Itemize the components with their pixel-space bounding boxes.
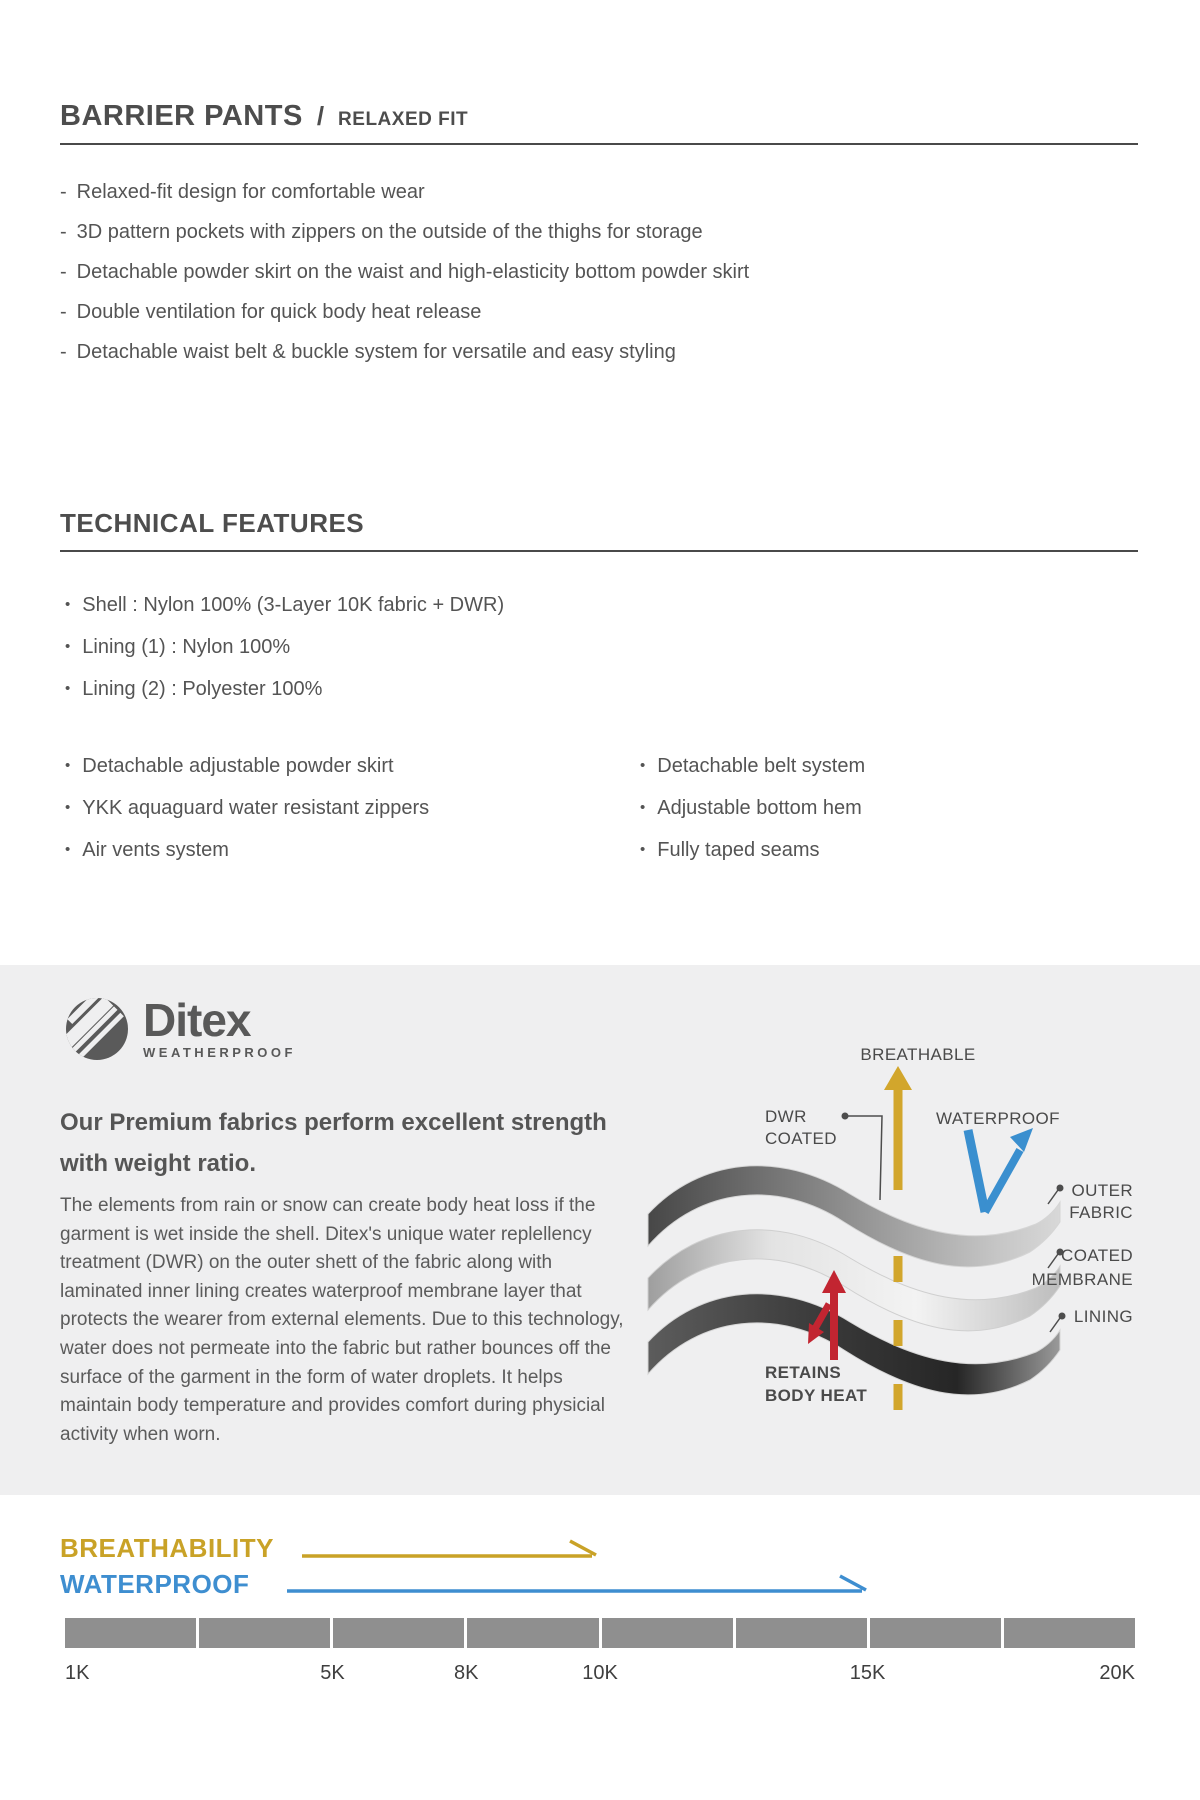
label-dwr-coated-2: COATED	[765, 1129, 837, 1148]
technical-features-heading: TECHNICAL FEATURES	[60, 508, 1138, 552]
materials-list	[65, 585, 765, 711]
technical-item: • Fully taped seams	[640, 830, 1100, 872]
product-feature-item: - 3D pattern pockets with zippers on the outside of the thighs for storage	[60, 212, 1140, 252]
label-waterproof: WATERPROOF	[936, 1109, 1060, 1128]
breathability-label: BREATHABILITY	[60, 1533, 275, 1563]
brand-tagline: WEATHERPROOF	[143, 1045, 296, 1060]
waterproof-label: WATERPROOF	[60, 1569, 250, 1599]
fabric-headline: Our Premium fabrics perform excellent strength with weight ratio.	[60, 1109, 607, 1177]
fabric-technology-panel	[0, 965, 1200, 1495]
scale-tick: 20K	[1099, 1662, 1135, 1684]
label-outer-fabric-1: OUTER	[1071, 1181, 1133, 1200]
product-header	[60, 100, 1138, 145]
label-coated-membrane-1: COATED	[1061, 1246, 1133, 1265]
label-coated-membrane-2: MEMBRANE	[1031, 1270, 1133, 1289]
scale-segment	[199, 1618, 330, 1648]
scale-segment	[65, 1618, 196, 1648]
brand-name: Ditex	[143, 994, 251, 1046]
fit-label: RELAXED FIT	[338, 109, 469, 130]
scale-tick: 15K	[849, 1662, 886, 1684]
label-retains-1: RETAINS	[765, 1363, 842, 1382]
scale-segment	[333, 1618, 464, 1648]
page-title: BARRIER PANTS	[60, 100, 303, 132]
material-item: • Shell : Nylon 100% (3-Layer 10K fabric + DWR)	[65, 585, 765, 627]
technical-list-right	[640, 746, 1100, 872]
technical-list-left	[65, 746, 585, 872]
product-feature-item: - Double ventilation for quick body heat release	[60, 292, 1140, 332]
technical-item: • Detachable belt system	[640, 746, 1100, 788]
technical-item: • Air vents system	[65, 830, 585, 872]
performance-arrows	[0, 1530, 1200, 1610]
title-separator: /	[316, 101, 325, 131]
label-outer-fabric-2: FABRIC	[1069, 1203, 1133, 1222]
scale-tick: 10K	[582, 1662, 618, 1684]
scale-segment	[1004, 1618, 1135, 1648]
technical-item: • YKK aquaguard water resistant zippers	[65, 788, 585, 830]
scale-ticks	[65, 1662, 1135, 1690]
waterproof-arrow-line	[287, 1576, 866, 1591]
fabric-description: The elements from rain or snow can create body heat loss if the garment is wet inside the shell. Ditex's unique water replellency treatment (DWR) on the outer shett of the fabric along with laminated inner lining creates waterproof membrane layer that protects the wearer from external elements. Due to this technology, water does not permeate into the fabric but rather bounces off the surface of the garment in the form of water droplets. It helps maintain body temperature and provides comfort during physicial activity when worn.	[60, 1195, 624, 1445]
waterproof-arrow	[968, 1128, 1033, 1212]
label-retains-2: BODY HEAT	[765, 1386, 868, 1405]
scale-tick: 5K	[320, 1662, 345, 1684]
material-item: • Lining (1) : Nylon 100%	[65, 627, 765, 669]
scale-tick: 1K	[65, 1662, 90, 1684]
product-feature-list	[60, 172, 1140, 372]
scale-segment	[736, 1618, 867, 1648]
product-feature-item: - Relaxed-fit design for comfortable wear	[60, 172, 1140, 212]
fabric-layers-diagram	[640, 1020, 1200, 1450]
scale-segment	[467, 1618, 598, 1648]
brand-logo	[65, 994, 296, 1061]
scale-segment	[870, 1618, 1001, 1648]
breathability-arrow-line	[302, 1541, 596, 1556]
label-dwr-coated-1: DWR	[765, 1107, 807, 1126]
label-lining: LINING	[1073, 1307, 1133, 1326]
product-feature-item: - Detachable waist belt & buckle system for versatile and easy styling	[60, 332, 1140, 372]
rating-scale-bar	[65, 1618, 1135, 1648]
material-item: • Lining (2) : Polyester 100%	[65, 669, 765, 711]
label-breathable: BREATHABLE	[860, 1045, 976, 1064]
scale-tick: 8K	[454, 1662, 479, 1684]
product-feature-item: - Detachable powder skirt on the waist and high-elasticity bottom powder skirt	[60, 252, 1140, 292]
technical-item: • Adjustable bottom hem	[640, 788, 1100, 830]
technical-item: • Detachable adjustable powder skirt	[65, 746, 585, 788]
ditex-logo-icon	[65, 997, 129, 1061]
scale-segment	[602, 1618, 733, 1648]
